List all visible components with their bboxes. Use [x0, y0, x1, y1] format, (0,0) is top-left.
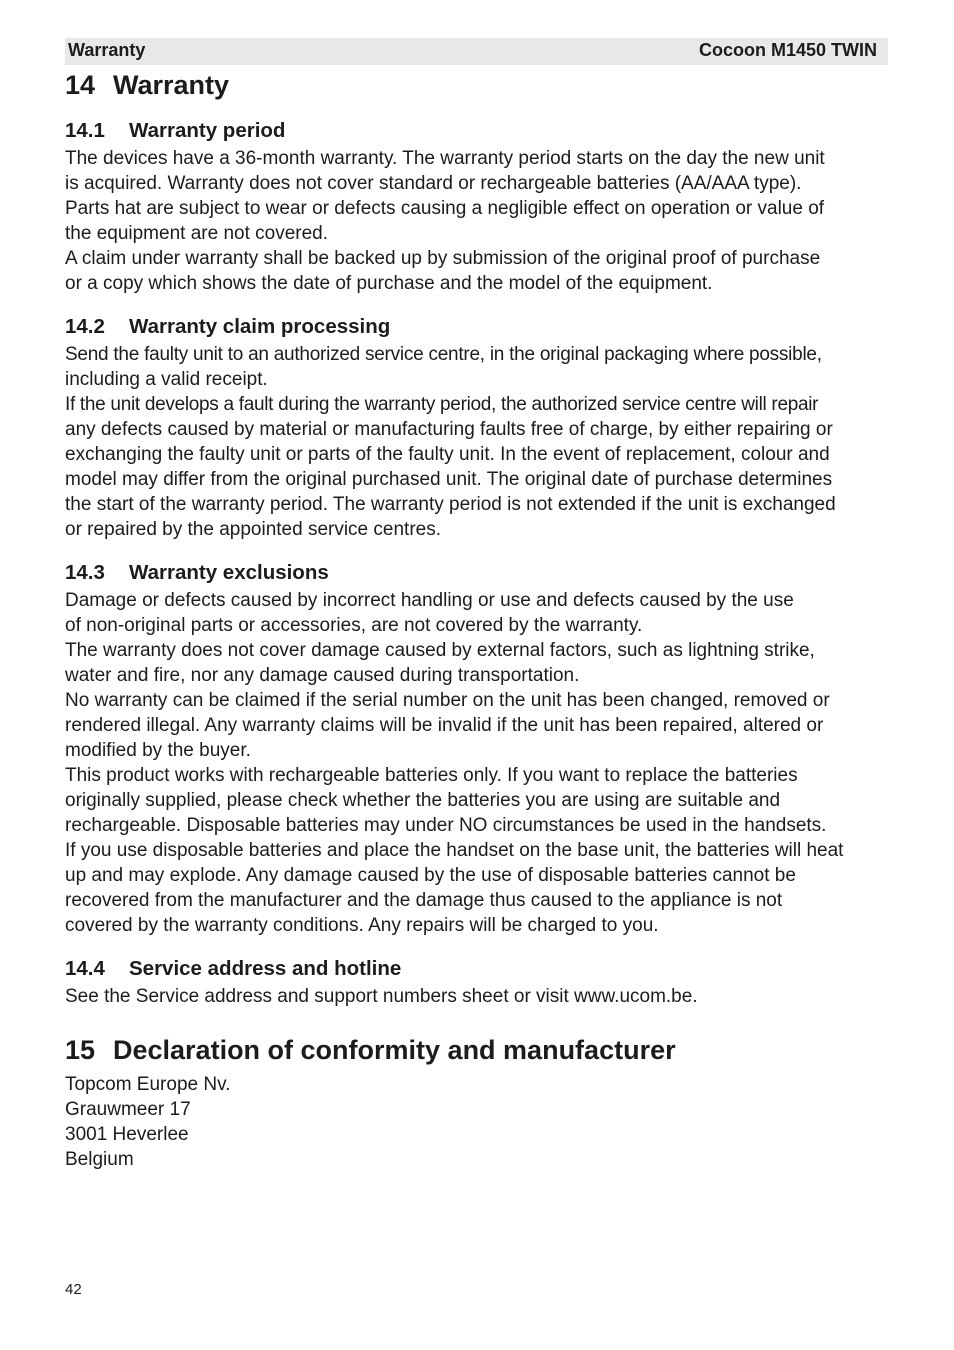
subsection-number: 14.4 — [65, 957, 105, 980]
subsection-number: 14.3 — [65, 561, 105, 584]
subsection-14-1-heading — [65, 116, 888, 146]
paragraph-line: Send the faulty unit to an authorized service centre, in the original packaging where possible, — [65, 344, 822, 365]
warranty-claim-body — [65, 342, 888, 542]
paragraph-line: or repaired by the appointed service centres. — [65, 519, 441, 540]
paragraph-line: recovered from the manufacturer and the damage thus caused to the appliance is not — [65, 890, 783, 911]
warranty-period-body — [65, 146, 888, 296]
paragraph-line: No warranty can be claimed if the serial number on the unit has been changed, removed or — [65, 690, 830, 711]
address-line: Grauwmeer 17 — [65, 1099, 191, 1120]
section-14-heading — [65, 66, 888, 104]
subsection-14-4-heading — [65, 954, 888, 984]
paragraph-line: Parts hat are subject to wear or defects causing a negligible effect on operation or value of — [65, 198, 825, 219]
page-content — [65, 66, 888, 1172]
subsection-title: Warranty exclusions — [129, 561, 329, 584]
warranty-exclusions-body — [65, 588, 888, 938]
paragraph-line: covered by the warranty conditions. Any repairs will be charged to you. — [65, 915, 659, 936]
paragraph-line: modified by the buyer. — [65, 740, 251, 761]
paragraph-line: originally supplied, please check whether the batteries you are using are suitable and — [65, 790, 781, 811]
subsection-title: Service address and hotline — [129, 957, 402, 980]
paragraph-line: Damage or defects caused by incorrect handling or use and defects caused by the use — [65, 590, 794, 611]
address-line: Topcom Europe Nv. — [65, 1074, 231, 1095]
page-number: 42 — [65, 1281, 82, 1298]
paragraph-line: exchanging the faulty unit or parts of the faulty unit. In the event of replacement, colour and — [65, 444, 830, 465]
paragraph-line: any defects caused by material or manufacturing faults free of charge, by either repairing or — [65, 419, 833, 440]
paragraph-line: the equipment are not covered. — [65, 223, 329, 244]
paragraph-line: up and may explode. Any damage caused by the use of disposable batteries cannot be — [65, 865, 796, 886]
service-address-body — [65, 984, 888, 1009]
address-line: 3001 Heverlee — [65, 1124, 189, 1145]
paragraph-line: of non-original parts or accessories, are not covered by the warranty. — [65, 615, 643, 636]
header-section-title: Warranty — [68, 40, 146, 60]
section-title: Warranty — [113, 70, 230, 100]
paragraph-line: If you use disposable batteries and place the handset on the base unit, the batteries will heat — [65, 840, 844, 861]
subsection-14-2-heading — [65, 312, 888, 342]
paragraph-line: This product works with rechargeable batteries only. If you want to replace the batteries — [65, 765, 798, 786]
manufacturer-address — [65, 1072, 888, 1172]
paragraph-line: If the unit develops a fault during the warranty period, the authorized service centre will repair — [65, 394, 819, 415]
paragraph-line: or a copy which shows the date of purchase and the model of the equipment. — [65, 273, 713, 294]
running-header — [65, 38, 888, 65]
paragraph-line: including a valid receipt. — [65, 369, 268, 390]
section-number: 14 — [65, 70, 96, 100]
paragraph-line: the start of the warranty period. The warranty period is not extended if the unit is exchanged — [65, 494, 836, 515]
section-15-heading — [65, 1031, 888, 1069]
paragraph-line: The devices have a 36-month warranty. The warranty period starts on the day the new unit — [65, 148, 825, 169]
subsection-title: Warranty claim processing — [129, 315, 391, 338]
section-title: Declaration of conformity and manufacturer — [113, 1035, 676, 1065]
paragraph-line: rendered illegal. Any warranty claims will be invalid if the unit has been repaired, altered or — [65, 715, 824, 736]
paragraph-line: water and fire, nor any damage caused during transportation. — [65, 665, 580, 686]
subsection-number: 14.2 — [65, 315, 105, 338]
paragraph-line: See the Service address and support numbers sheet or visit www.ucom.be. — [65, 986, 698, 1007]
address-line: Belgium — [65, 1149, 134, 1170]
paragraph-line: is acquired. Warranty does not cover standard or rechargeable batteries (AA/AAA type). — [65, 173, 802, 194]
paragraph-line: A claim under warranty shall be backed up by submission of the original proof of purchase — [65, 248, 821, 269]
header-product-name: Cocoon M1450 TWIN — [698, 40, 877, 60]
subsection-number: 14.1 — [65, 119, 105, 142]
subsection-14-3-heading — [65, 558, 888, 588]
paragraph-line: rechargeable. Disposable batteries may under NO circumstances be used in the handsets. — [65, 815, 827, 836]
subsection-title: Warranty period — [129, 119, 286, 142]
paragraph-line: model may differ from the original purchased unit. The original date of purchase determines — [65, 469, 833, 490]
section-number: 15 — [65, 1035, 96, 1065]
paragraph-line: The warranty does not cover damage caused by external factors, such as lightning strike, — [65, 640, 815, 661]
